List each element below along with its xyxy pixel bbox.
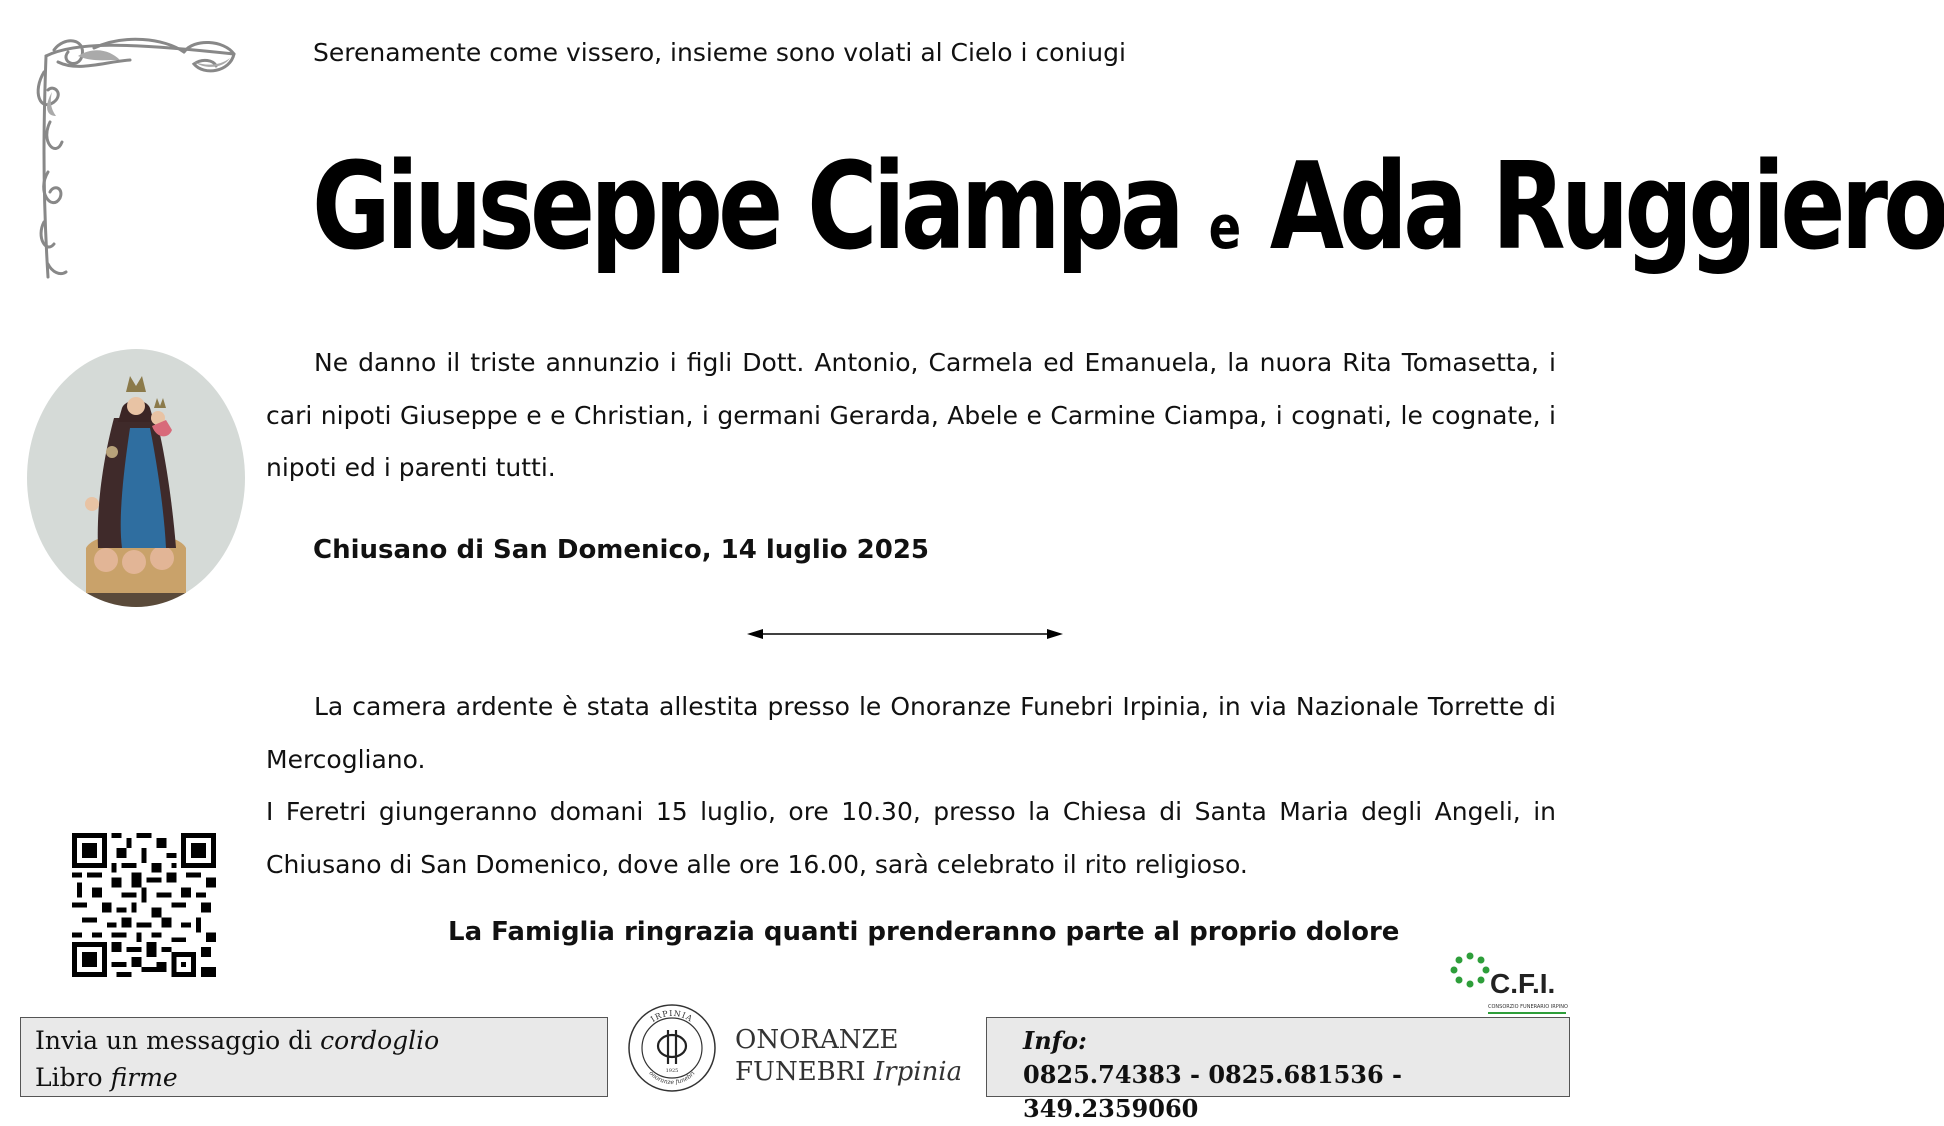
info-box	[986, 1017, 1570, 1123]
thanks-line: La Famiglia ringrazia quanti prenderanno parte al proprio dolore	[448, 917, 1400, 947]
names-conjunction: e	[1208, 193, 1242, 263]
condolence-message-link[interactable]: Invia un messaggio di cordoglio	[35, 1026, 440, 1055]
announcement-text: Ne danno il triste annunzio i figli Dott. Antonio, Carmela ed Emanuela, la nuora Rita Tomasetta, i cari nipoti Giuseppe e e Christian, i germani Gerarda, Abele e Carmine Ciampa, i cognati, le cognate, i nipoti ed i parenti tutti.	[266, 348, 1556, 482]
cfi-logo-subtitle: CONSORZIO FUNERARIO IRPINO	[1488, 1004, 1566, 1014]
svg-text:IRPINIA	[649, 1009, 695, 1024]
place-date: Chiusano di San Domenico, 14 luglio 2025	[313, 535, 930, 565]
deceased-name-2: Ada Ruggiero	[1269, 138, 1944, 277]
deceased-name-1: Giuseppe Ciampa	[312, 138, 1180, 277]
info-label: Info:	[1023, 1026, 1087, 1055]
funeral-text: I Feretri giungeranno domani 15 luglio, ore 10.30, presso la Chiesa di Santa Maria degli Angeli, in Chiusano di San Domenico, dove alle ore 16.00, sarà celebrato il rito religioso.	[266, 797, 1556, 879]
announcement-paragraph	[266, 337, 1556, 495]
double-arrow-divider	[745, 626, 1065, 642]
condolence-box[interactable]	[20, 1017, 608, 1097]
intro-text: Serenamente come vissero, insieme sono volati al Cielo i coniugi	[313, 38, 1126, 67]
brand-line-1: ONORANZE	[735, 1025, 899, 1055]
cfi-logo-icon	[1448, 950, 1492, 990]
seal-top-text: IRPINIA	[649, 1008, 695, 1024]
seal-bottom-text: onoranze funebri	[647, 1069, 697, 1087]
brand-line-2: FUNEBRI Irpinia	[735, 1057, 963, 1087]
phone-numbers[interactable]: 0825.74383 - 0825.681536 - 349.2359060	[1023, 1060, 1402, 1123]
camera-ardente-text: La camera ardente è stata allestita presso le Onoranze Funebri Irpinia, in via Nazionale Torrette di Mercogliano.	[266, 692, 1556, 774]
madonna-portrait	[26, 348, 246, 608]
cfi-logo-text: C.F.I.	[1490, 968, 1556, 999]
corner-ornament-icon	[34, 32, 244, 282]
seal-logo-icon	[626, 1002, 718, 1094]
qr-code	[72, 833, 216, 977]
deceased-names	[312, 128, 1944, 288]
funeral-paragraph	[266, 681, 1556, 891]
guestbook-link[interactable]: Libro firme	[35, 1063, 178, 1092]
seal-year: 1925	[665, 1068, 679, 1074]
brand-name	[735, 1024, 962, 1088]
